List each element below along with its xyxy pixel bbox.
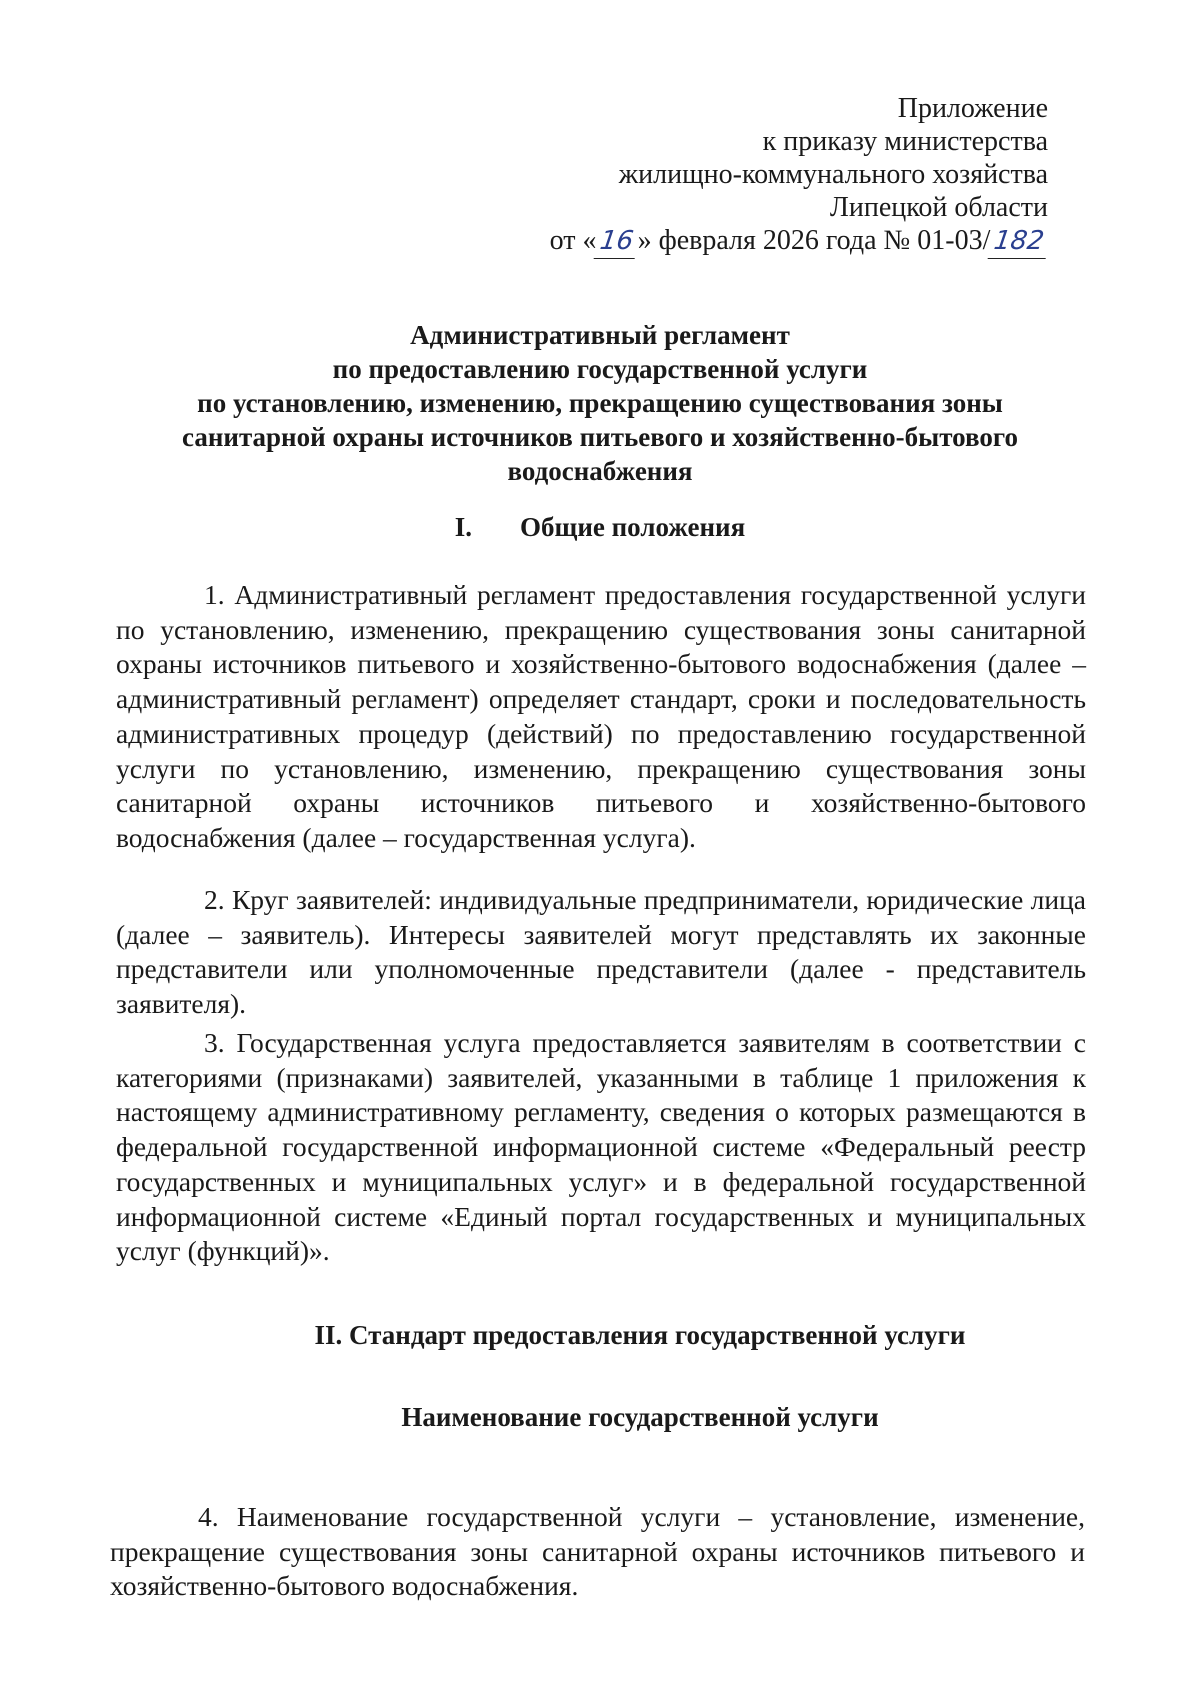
header-line-date bbox=[550, 224, 1048, 259]
section-1-title: Общие положения bbox=[520, 512, 746, 542]
title-line-1: Административный регламент bbox=[410, 320, 790, 350]
date-middle: » февраля 2026 года № 01-03/ bbox=[637, 225, 991, 256]
header-line-appendix: Приложение bbox=[897, 93, 1048, 124]
paragraph-3: 3. Государственная услуга предоставляется заявителям в соответствии с категориями (признаками) заявителей, указанными в таблице 1 приложения к настоящему административному регламенту, сведения о которых размещаются в федеральной государственной информационной системе «Федеральный реестр государственных и муниципальных услуг» и в федеральной государственной информационной системе «Единый портал государственных и муниципальных услуг (функций)». bbox=[116, 1027, 1086, 1267]
title-line-3: по установлению, изменению, прекращению существования зоны bbox=[197, 388, 1003, 418]
header-line-ministry: жилищно-коммунального хозяйства bbox=[618, 159, 1048, 190]
title-line-4: санитарной охраны источников питьевого и хозяйственно-бытового bbox=[182, 422, 1018, 452]
section-1-heading bbox=[160, 510, 1040, 544]
appendix-header bbox=[550, 92, 1048, 259]
handwritten-day: 16 bbox=[594, 225, 640, 259]
title-line-5: водоснабжения bbox=[507, 456, 693, 486]
header-line-region: Липецкой области bbox=[829, 192, 1048, 223]
section-1-number: I. bbox=[454, 512, 473, 542]
paragraph-1: 1. Административный регламент предоставления государственной услуги по установлению, изменению, прекращению существования зоны санитарной охраны источников питьевого и хозяйственно-бытового водоснабжения (далее – административный регламент) определяет стандарт, сроки и последовательность административных процедур (действий) по предоставлению государственной услуги по установлению, изменению, прекращению существования зоны санитарной охраны источников питьевого и хозяйственно-бытового водоснабжения (далее – государственная услуга). bbox=[116, 579, 1086, 853]
document-title bbox=[160, 318, 1040, 488]
title-line-2: по предоставлению государственной услуги bbox=[332, 354, 868, 384]
subsection-heading: Наименование государственной услуги bbox=[401, 1402, 879, 1432]
date-prefix: от « bbox=[549, 225, 597, 256]
paragraph-2: 2. Круг заявителей: индивидуальные предприниматели, юридические лица (далее – заявитель). Интересы заявителей могут представлять их законные представители или уполномоченные представители (далее - представитель заявителя). bbox=[116, 884, 1086, 1020]
section-2-heading: II. Стандарт предоставления государственной услуги bbox=[314, 1320, 966, 1350]
paragraph-4: 4. Наименование государственной услуги – установление, изменение, прекращение существования зоны санитарной охраны источников питьевого и хозяйственно-бытового водоснабжения. bbox=[110, 1501, 1085, 1602]
header-line-order: к приказу министерства bbox=[762, 126, 1048, 157]
handwritten-doc-number: 182 bbox=[988, 225, 1050, 259]
